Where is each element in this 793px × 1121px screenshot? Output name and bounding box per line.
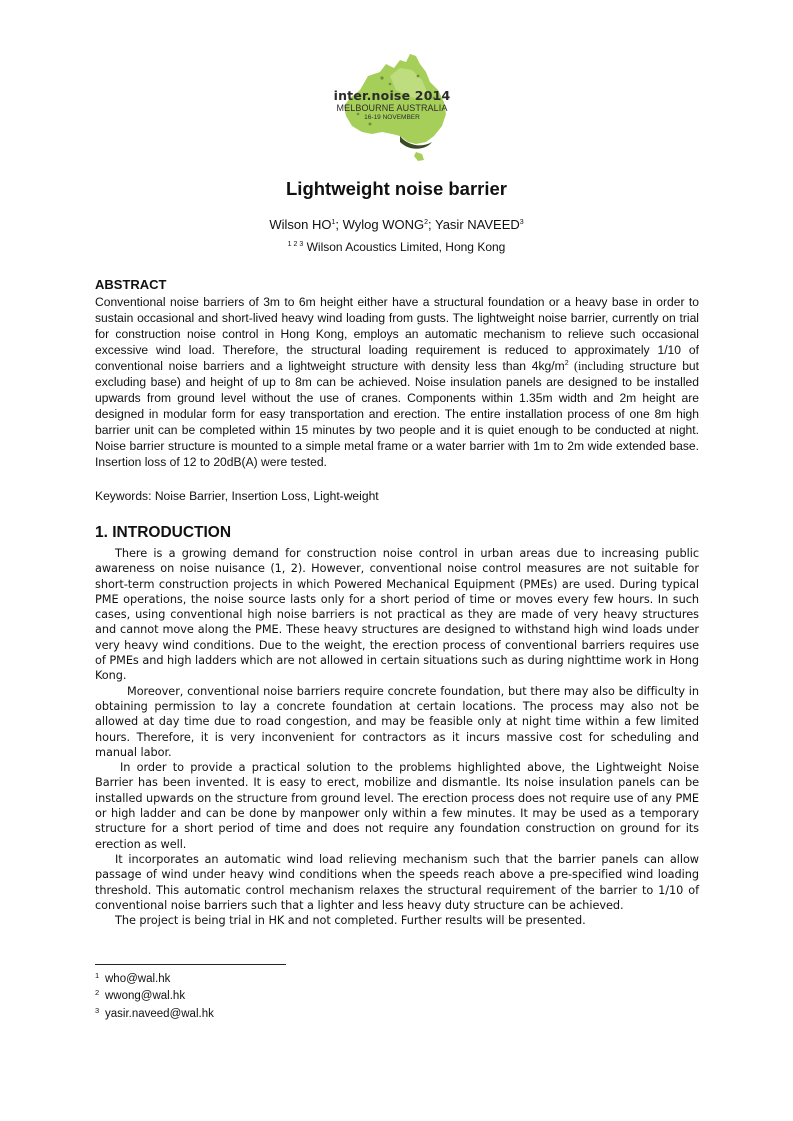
paragraph: In order to provide a practical solution to the problems highlighted above, the Lightweight Noise Barrier has been invented. It is easy to erect, mobilize and dismantle. Its noise insulation panels can be installed upwards on the structure from ground level. The erection process does not require use of any PME or high ladder and can be done by manpower only within a few minutes. It may be used as a temporary structure for a short period of time and does not require any foundation construction on ground for its erection as well. [95, 761, 699, 851]
paragraph: It incorporates an automatic wind load relieving mechanism such that the barrier panels can allow passage of wind under heavy wind conditions when the speeds reach above a pre-specified wind loading threshold. This automatic control mechanism relaxes the structural requirement of the barrier to 1/10 of conventional noise barriers such that a lighter and less heavy duty structure can be achieved. [95, 852, 699, 912]
affiliation [0, 240, 793, 254]
footnote: 3 yasir.naveed@wal.hk [95, 1006, 214, 1020]
paragraph: There is a growing demand for construction noise control in urban areas due to increasing public awareness on noise nuisance (1, 2). However, conventional noise control measures are not suitable for short-term construction projects in which Powered Mechanical Equipment (PMEs) are used. During typical PME operations, the noise source lasts only for a short period of time or moves every few hours. In such cases, using conventional high noise barriers is not practical as they are made of very heavy structures and cannot move along the PME. These heavy structures are designed to withstand high wind loads under very heavy wind conditions. Due to the weight, the erection process of conventional barriers requires use of PMEs and high ladders which are not allowed in certain situations such as during nighttime work in Hong Kong. [95, 547, 699, 683]
tasmania-shape [414, 152, 424, 161]
author-sup: 1 [331, 219, 336, 226]
footnote-email[interactable]: who@wal.hk [105, 973, 171, 985]
paragraph: Moreover, conventional noise barriers require concrete foundation, but there may also be difficulty in obtaining permission to lay a concrete foundation at certain locations. The process may also not be allowed at day time due to road congestion, and may be feasible only at night time within a few limited hours. Therefore, it is very inconvenient for contractors as it incurs massive cost for scheduling and manual labor. [95, 684, 699, 759]
footnote: 2 wwong@wal.hk [95, 988, 186, 1002]
keywords: Keywords: Noise Barrier, Insertion Loss, Light-weight [95, 489, 379, 503]
section-heading-introduction: 1. INTRODUCTION [95, 524, 232, 541]
author-name: Wilson HO [269, 217, 332, 232]
author-name: Wylog WONG [342, 217, 425, 232]
footnote: 1 who@wal.hk [95, 971, 171, 985]
author-list: Wilson $HO^1$; Wylog WONG$^2$; Yasir NAVEED$^3$ [269, 217, 524, 232]
logo-title: inter.noise 2014 [333, 88, 451, 103]
author-name: Yasir NAVEED [435, 217, 520, 232]
logo-location: MELBOURNE AUSTRALIA [336, 103, 448, 113]
abstract-body: Conventional noise barriers of 3m to 6m height either have a structural foundation or a heavy base in order to sustain occasional and short-lived heavy wind loading from gusts. The lightweight noise barrier, currently on trial for construction noise control in Hong Kong, employs an automatic mechanism to relieve such occasional excessive wind load. Therefore, the structural loading requirement is reduced to approximately 1/10 of conventional noise barriers and a lightweight structure with density less than $4kg/m^2$ (including structure but excluding base) and height of up to 8m can be achieved. Noise insulation panels are designed to be installed upwards from ground level without the use of cranes. Components within 1.35m width and 2m height are designed in modular form for easy transportation and erection. The entire installation process of one 8m high barrier unit can be completed within 15 minutes by two people and it is quiet enough to be conducted at night. Noise barrier structure is mounted to a simple metal frame or a water barrier with 1m to 2m wide extended base. Insertion loss of 12 to 20dB(A) were tested. [95, 295, 700, 469]
footnote-email[interactable]: yasir.naveed@wal.hk [105, 1008, 214, 1020]
author-sup: 2 [424, 219, 428, 226]
footnote-divider [95, 964, 286, 965]
footnotes [95, 971, 214, 1023]
footnote-email[interactable]: wwong@wal.hk [105, 990, 186, 1002]
conference-logo [330, 50, 460, 162]
paragraph: The project is being trial in HK and not completed. Further results will be presented. [115, 914, 586, 928]
affiliation-text: Wilson Acoustics Limited, Hong Kong [306, 240, 506, 254]
author-sup: 3 [519, 219, 524, 226]
logo-dates: 16-19 NOVEMBER [364, 114, 420, 121]
paper-title: Lightweight noise barrier [286, 178, 507, 199]
affiliation-sup: 1 2 3 [287, 241, 304, 248]
abstract-heading: ABSTRACT [95, 277, 167, 292]
introduction-body [95, 546, 699, 928]
